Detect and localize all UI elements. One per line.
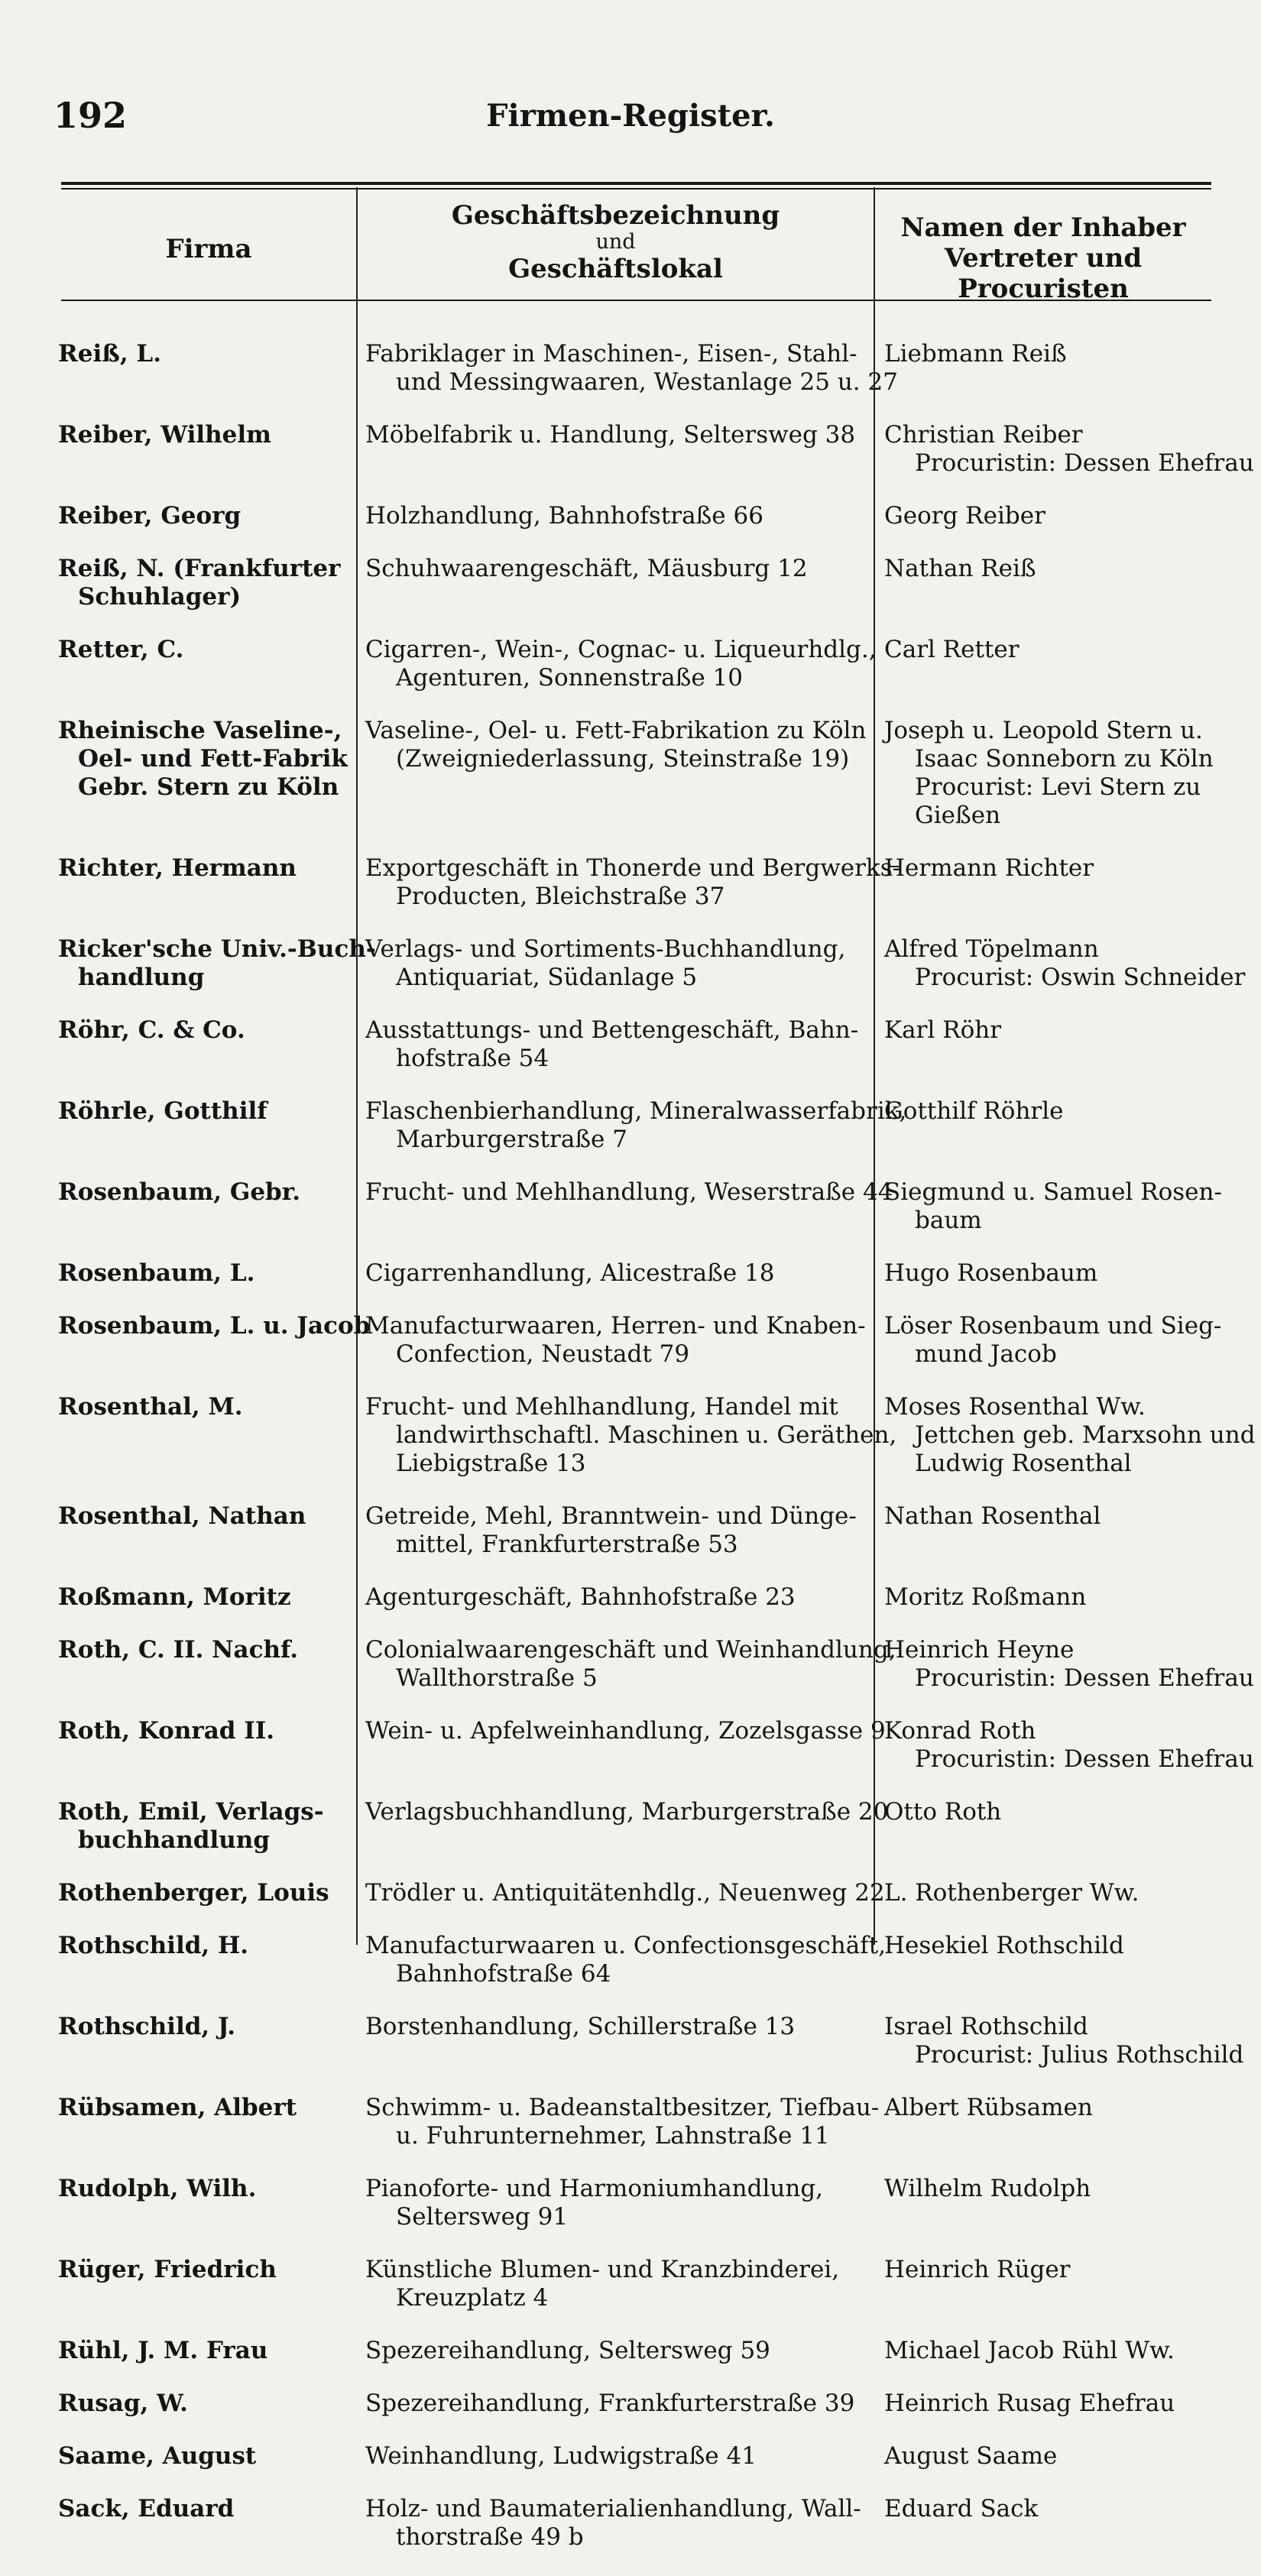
entry-geschaeft [365,1798,889,1826]
entry-inhaber-line: Carl Retter [884,636,1019,663]
entry-geschaeft-line: mittel, Frankfurterstraße 53 [396,1531,738,1558]
register-entry [0,2094,1261,2150]
entry-firma-line: Richter, Hermann [58,854,297,882]
entry-geschaeft [365,1312,870,1369]
entry-inhaber [884,2013,1244,2069]
entry-firma [58,2337,350,2365]
entry-firma [58,2013,350,2041]
entry-firma-line: Röhr, C. & Co. [58,1016,245,1044]
entry-geschaeft-line: Holzhandlung, Bahnhofstraße 66 [365,502,763,530]
entry-geschaeft-line: Möbelfabrik u. Handlung, Seltersweg 38 [365,421,856,449]
entry-firma [58,1583,350,1612]
entry-inhaber-line: Siegmund u. Samuel Rosen- [884,1178,1222,1206]
entry-firma [58,1502,350,1531]
entry-inhaber [884,1583,1220,1612]
entry-inhaber [884,1798,1220,1826]
entry-inhaber-line: Israel Rothschild [884,2013,1088,2040]
header-rule-top [61,182,1211,185]
entry-geschaeft-line: Holz- und Baumaterialienhandlung, Wall- [365,2495,861,2523]
entry-firma [58,636,350,664]
entry-geschaeft [365,1932,887,1988]
entry-inhaber-line: Isaac Sonneborn zu Köln [915,745,1214,773]
entry-inhaber-line: Otto Roth [884,1798,1002,1826]
entry-inhaber [884,1097,1220,1126]
register-entry [0,1798,1261,1855]
page-title: Firmen-Register. [486,98,775,134]
entry-inhaber-line: Alfred Töpelmann [884,935,1099,963]
entry-geschaeft-line: Frucht- und Mehlhandlung, Handel mit [365,1393,838,1421]
entry-firma [58,1393,350,1421]
entry-geschaeft-line: Verlags- und Sortiments-Buchhandlung, [365,935,846,963]
column-header-firma: Firma [165,234,252,264]
entry-inhaber-line: Konrad Roth [884,1717,1036,1745]
column-header-geschaeft [358,200,874,284]
entry-firma-line: Sack, Eduard [58,2495,235,2523]
entry-inhaber [884,502,1220,530]
entry-inhaber-line: Wilhelm Rudolph [884,2175,1091,2202]
entry-geschaeft-line: Verlagsbuchhandlung, Marburgerstraße 20 [365,1798,889,1826]
entry-inhaber-line: Nathan Reiß [884,555,1036,582]
entry-inhaber-line: Gotthilf Röhrle [884,1097,1064,1125]
entry-inhaber-line: Joseph u. Leopold Stern u. [884,717,1203,744]
register-entry [0,2442,1261,2471]
entry-firma [58,935,376,992]
entry-firma [58,421,350,449]
entry-firma-line: Rosenthal, Nathan [58,1502,306,1530]
entry-firma [58,1932,350,1960]
entry-firma [58,2390,350,2418]
entry-inhaber-line: Karl Röhr [884,1016,1002,1044]
entry-firma-line: Retter, C. [58,636,184,663]
entry-inhaber [884,555,1220,583]
entry-inhaber-line: Procurist: Levi Stern zu [915,773,1201,801]
entry-inhaber-line: Procurist: Julius Rothschild [915,2041,1244,2069]
entry-firma [58,2442,350,2471]
entry-inhaber-line: Hermann Richter [884,854,1094,882]
entry-firma [58,1636,350,1664]
entry-firma-line: Ricker'sche Univ.-Buch- [58,935,376,963]
register-entry [0,1717,1261,1774]
entry-firma-line: Rothschild, J. [58,2013,236,2040]
entry-geschaeft [365,935,870,992]
entry-geschaeft-line: (Zweigniederlassung, Steinstraße 19) [396,745,850,773]
entry-geschaeft [365,555,870,583]
entry-geschaeft [365,2094,880,2150]
entry-firma-line: Rosenthal, M. [58,1393,243,1421]
entry-geschaeft-line: Antiquariat, Südanlage 5 [396,964,698,991]
register-entry [0,1583,1261,1612]
entry-firma-line: Rheinische Vaseline-, [58,717,342,744]
entry-geschaeft-line: Fabriklager in Maschinen-, Eisen-, Stahl- [365,340,857,368]
register-entry [0,555,1261,611]
entry-inhaber-line: Löser Rosenbaum und Sieg- [884,1312,1222,1340]
register-entry [0,1393,1261,1478]
entry-geschaeft-line: Kreuzplatz 4 [396,2284,549,2312]
entry-geschaeft [365,854,901,911]
entry-firma [58,2495,350,2523]
register-entry [0,2337,1261,2365]
entry-geschaeft-line: Pianoforte- und Harmoniumhandlung, [365,2175,824,2202]
register-entry [0,854,1261,911]
entry-inhaber [884,2442,1220,2471]
entry-geschaeft-line: Exportgeschäft in Thonerde und Bergwerks- [365,854,901,882]
entry-inhaber [884,340,1220,368]
entry-inhaber [884,636,1220,664]
entry-firma-line: Roßmann, Moritz [58,1583,291,1611]
column-header-geschaeft-und: und [595,230,636,254]
register-entry [0,1178,1261,1235]
entry-firma-line: Rosenbaum, L. u. Jacob [58,1312,371,1340]
entry-firma-line: Rübsamen, Albert [58,2094,297,2121]
entry-inhaber [884,1259,1220,1288]
entry-inhaber-line: August Saame [884,2442,1058,2470]
entry-geschaeft [365,1502,870,1559]
entry-inhaber [884,2495,1220,2523]
entry-inhaber-line: Michael Jacob Rühl Ww. [884,2337,1175,2364]
entry-inhaber [884,1312,1220,1369]
entry-geschaeft [365,2390,870,2418]
register-entry [0,2390,1261,2418]
entry-firma-line: buchhandlung [78,1826,270,1854]
entry-firma [58,1717,350,1745]
entry-geschaeft-line: Bahnhofstraße 64 [396,1960,611,1988]
entry-firma-line: Rosenbaum, L. [58,1259,255,1287]
entry-geschaeft [365,2442,870,2471]
entry-firma-line: Saame, August [58,2442,257,2470]
register-entry [0,2175,1261,2231]
entry-inhaber-line: Georg Reiber [884,502,1045,530]
entry-firma-line: Roth, Konrad II. [58,1717,275,1745]
entry-firma-line: Rothschild, H. [58,1932,249,1959]
entry-geschaeft-line: Flaschenbierhandlung, Mineralwasserfabrik, [365,1097,907,1125]
entry-geschaeft [365,1636,896,1693]
entry-geschaeft-line: Cigarren-, Wein-, Cognac- u. Liqueurhdlg., [365,636,877,663]
entry-inhaber-line: Albert Rübsamen [884,2094,1093,2121]
entry-inhaber-line: Procuristin: Dessen Ehefrau [915,1664,1254,1692]
entry-geschaeft-line: hofstraße 54 [396,1045,549,1072]
entry-firma [58,1016,350,1045]
entry-geschaeft-line: Agenturgeschäft, Bahnhofstraße 23 [365,1583,796,1611]
entry-inhaber [884,1502,1220,1531]
entry-inhaber-line: Moses Rosenthal Ww. [884,1393,1146,1421]
entry-geschaeft-line: und Messingwaaren, Westanlage 25 u. 27 [396,368,898,396]
entry-firma-line: Gebr. Stern zu Köln [78,773,339,801]
entry-firma [58,717,350,802]
entry-geschaeft [365,1879,885,1907]
entry-firma [58,1798,350,1855]
entry-geschaeft-line: Wein- u. Apfelweinhandlung, Zozelsgasse 9 [365,1717,886,1745]
entry-inhaber-line: Hugo Rosenbaum [884,1259,1098,1287]
entry-firma-line: Reiber, Wilhelm [58,421,271,449]
entry-firma [58,1259,350,1288]
entry-geschaeft-line: Vaseline-, Oel- u. Fett-Fabrikation zu Köln [365,717,867,744]
entry-geschaeft-line: Schwimm- u. Badeanstaltbesitzer, Tiefbau- [365,2094,880,2121]
entry-firma [58,502,350,530]
entry-firma [58,555,350,611]
entry-firma-line: Rüger, Friedrich [58,2256,277,2283]
entry-inhaber [884,1016,1220,1045]
entry-geschaeft [365,1583,870,1612]
entry-geschaeft [365,717,870,773]
register-entry [0,636,1261,692]
register-entry [0,2495,1261,2552]
entry-inhaber [884,1932,1220,1960]
entry-inhaber-line: Heinrich Rüger [884,2256,1071,2283]
entry-geschaeft-line: Colonialwaarengeschäft und Weinhandlung, [365,1636,896,1664]
register-entry [0,1312,1261,1369]
entry-inhaber-line: Heinrich Heyne [884,1636,1075,1664]
entry-geschaeft [365,2495,870,2552]
entry-geschaeft [365,1259,870,1288]
entry-firma [58,2175,350,2203]
entry-geschaeft-line: Cigarrenhandlung, Alicestraße 18 [365,1259,775,1287]
column-header-geschaeft-top: Geschäftsbezeichnung [451,200,780,231]
register-entry [0,1016,1261,1073]
entry-geschaeft [365,2337,870,2365]
entry-inhaber-line: mund Jacob [915,1340,1057,1368]
entry-geschaeft [365,340,898,397]
entry-firma-line: Roth, C. II. Nachf. [58,1636,299,1664]
entry-geschaeft [365,502,870,530]
entry-inhaber-line: Liebmann Reiß [884,340,1067,368]
entry-geschaeft-line: Trödler u. Antiquitätenhdlg., Neuenweg 22 [365,1879,885,1907]
entry-inhaber-line: Hesekiel Rothschild [884,1932,1124,1959]
entry-firma-line: Reiber, Georg [58,502,242,530]
entry-inhaber [884,1879,1220,1907]
entry-geschaeft [365,1717,886,1745]
entry-firma [58,2094,350,2122]
register-entry [0,1636,1261,1693]
entry-geschaeft-line: Manufacturwaaren u. Confectionsgeschäft, [365,1932,887,1959]
entry-inhaber-line: Ludwig Rosenthal [915,1450,1132,1477]
entry-inhaber-line: baum [915,1207,982,1234]
entry-firma [58,1879,350,1907]
entry-inhaber-line: Procuristin: Dessen Ehefrau [915,449,1254,477]
entry-inhaber-line: L. Rothenberger Ww. [884,1879,1139,1907]
entry-firma [58,340,350,368]
entry-inhaber [884,2175,1220,2203]
entry-geschaeft [365,636,877,692]
page-number: 192 [53,95,128,136]
entry-geschaeft [365,2175,870,2231]
register-entry [0,1932,1261,1988]
entry-firma-line: Roth, Emil, Verlags- [58,1798,324,1826]
entry-inhaber [884,1717,1254,1774]
entry-firma-line: Rothenberger, Louis [58,1879,329,1907]
entry-geschaeft [365,1016,870,1073]
entry-inhaber-line: Jettchen geb. Marxsohn und [915,1421,1256,1449]
register-entry [0,340,1261,397]
entry-inhaber [884,421,1254,478]
register-entry [0,2013,1261,2069]
entry-firma-line: handlung [78,964,205,991]
entry-geschaeft-line: Weinhandlung, Ludwigstraße 41 [365,2442,757,2470]
column-header-geschaeft-bottom: Geschäftslokal [508,254,723,284]
entry-geschaeft-line: Seltersweg 91 [396,2203,569,2231]
entry-geschaeft-line: u. Fuhrunternehmer, Lahnstraße 11 [396,2122,830,2150]
entry-geschaeft-line: Getreide, Mehl, Branntwein- und Dünge- [365,1502,857,1530]
entry-geschaeft-line: Manufacturwaaren, Herren- und Knaben- [365,1312,866,1340]
register-entry [0,1259,1261,1288]
entry-inhaber-line: Eduard Sack [884,2495,1039,2523]
entry-geschaeft-line: Liebigstraße 13 [396,1450,586,1477]
entry-inhaber-line: Moritz Roßmann [884,1583,1087,1611]
entry-inhaber-line: Christian Reiber [884,421,1083,449]
column-header-namen-line2: Vertreter und Procuristen [944,243,1143,304]
register-entry [0,717,1261,830]
entry-geschaeft-line: Wallthorstraße 5 [396,1664,598,1692]
entry-inhaber [884,2390,1220,2418]
entry-geschaeft-line: Spezereihandlung, Frankfurterstraße 39 [365,2390,855,2417]
column-header-namen [875,212,1211,304]
entry-inhaber-line: Nathan Rosenthal [884,1502,1101,1530]
register-entries [0,340,1261,2576]
column-header-namen-line1: Namen der Inhaber [900,212,1186,243]
entry-firma-line: Reiß, L. [58,340,161,368]
entry-firma-line: Rosenbaum, Gebr. [58,1178,300,1206]
entry-geschaeft-line: Spezereihandlung, Seltersweg 59 [365,2337,770,2364]
entry-geschaeft-line: thorstraße 49 b [396,2523,584,2551]
entry-firma-line: Rusag, W. [58,2390,188,2417]
entry-geschaeft-line: Agenturen, Sonnenstraße 10 [396,664,743,692]
entry-geschaeft-line: Borstenhandlung, Schillerstraße 13 [365,2013,796,2040]
entry-geschaeft [365,1393,897,1478]
entry-inhaber [884,2256,1220,2284]
entry-inhaber [884,1393,1256,1478]
entry-inhaber [884,854,1220,883]
entry-geschaeft-line: Schuhwaarengeschäft, Mäusburg 12 [365,555,808,582]
entry-geschaeft-line: Producten, Bleichstraße 37 [396,883,725,910]
entry-firma [58,854,350,883]
entry-firma [58,2256,350,2284]
entry-firma-line: Rudolph, Wilh. [58,2175,257,2202]
entry-firma-line: Schuhlager) [78,583,242,611]
entry-inhaber [884,717,1220,830]
header-rule-second [61,188,1211,190]
entry-geschaeft-line: Marburgerstraße 7 [396,1126,627,1153]
entry-firma-line: Oel- und Fett-Fabrik [78,745,348,773]
entry-geschaeft-line: Künstliche Blumen- und Kranzbinderei, [365,2256,840,2283]
register-entry [0,1502,1261,1559]
entry-firma-line: Röhrle, Gotthilf [58,1097,267,1125]
register-entry [0,1879,1261,1907]
entry-geschaeft [365,1097,907,1154]
entry-geschaeft [365,421,870,449]
entry-geschaeft [365,2013,870,2041]
entry-inhaber-line: Procurist: Oswin Schneider [915,964,1246,991]
entry-inhaber-line: Gießen [915,802,1001,829]
entry-firma-line: Reiß, N. (Frankfurter [58,555,341,582]
entry-firma [58,1312,371,1340]
entry-inhaber-line: Procuristin: Dessen Ehefrau [915,1745,1254,1773]
entry-firma-line: Rühl, J. M. Frau [58,2337,268,2364]
register-entry [0,935,1261,992]
register-entry [0,421,1261,478]
entry-inhaber [884,935,1246,992]
entry-firma [58,1097,350,1126]
register-entry [0,2256,1261,2312]
entry-geschaeft-line: Confection, Neustadt 79 [396,1340,690,1368]
entry-inhaber [884,1178,1220,1235]
entry-geschaeft [365,1178,893,1207]
register-entry [0,1097,1261,1154]
entry-inhaber [884,2094,1220,2122]
entry-geschaeft [365,2256,870,2312]
entry-inhaber-line: Heinrich Rusag Ehefrau [884,2390,1175,2417]
entry-firma [58,1178,350,1207]
entry-geschaeft-line: landwirthschaftl. Maschinen u. Geräthen, [396,1421,897,1449]
entry-inhaber [884,1636,1254,1693]
register-entry [0,502,1261,530]
entry-inhaber [884,2337,1220,2365]
entry-geschaeft-line: Frucht- und Mehlhandlung, Weserstraße 44 [365,1178,893,1206]
entry-geschaeft-line: Ausstattungs- und Bettengeschäft, Bahn- [365,1016,859,1044]
